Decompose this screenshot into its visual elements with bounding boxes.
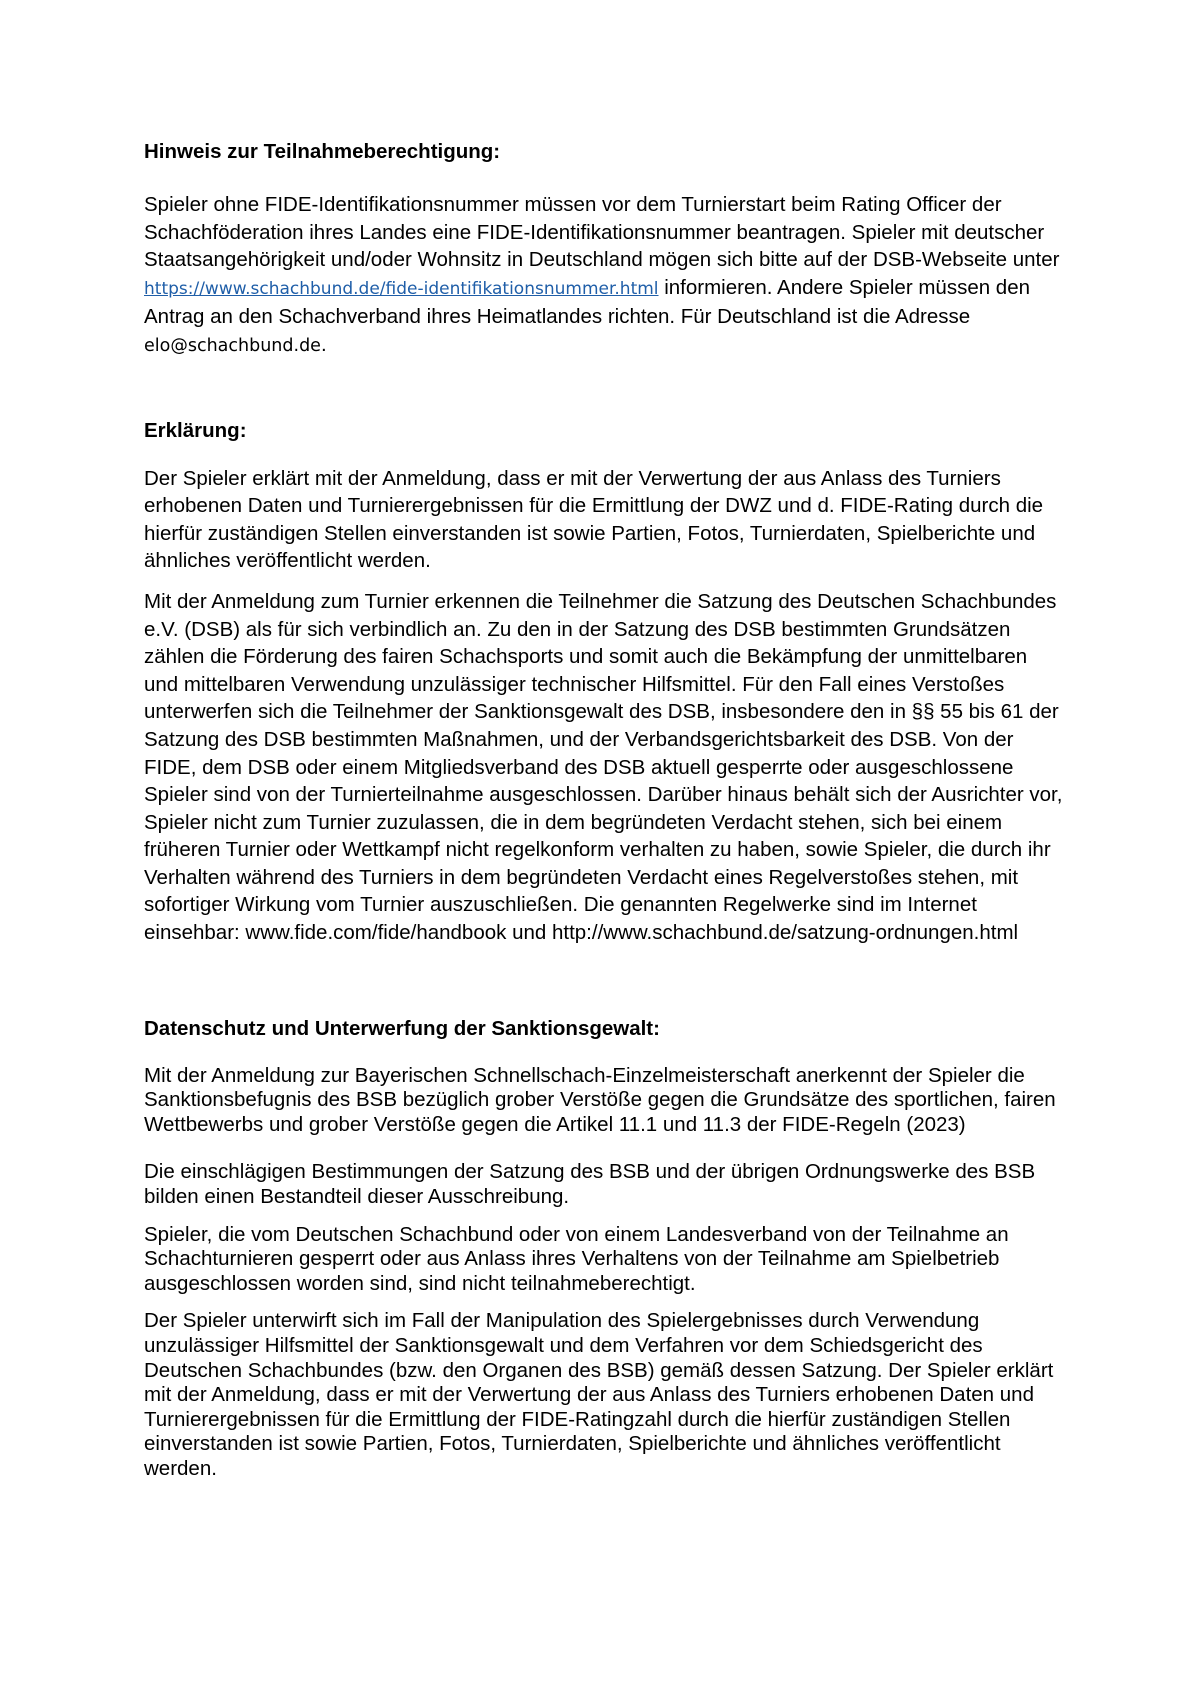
eligibility-paragraph	[144, 191, 1064, 361]
data-protection-paragraph-sanctions: Mit der Anmeldung zur Bayerischen Schnellschach-Einzelmeisterschaft anerkennt der Spieler die Sanktionsbefugnis des BSB bezüglich grober Verstöße gegen die Grundsätze des sportlichen, fairen Wettbewerbs und grober Verstöße gegen die Artikel 11.1 und 11.3 der FIDE-Regeln (2023)	[144, 1063, 1056, 1136]
section-heading-eligibility: Hinweis zur Teilnahmeberechtigung:	[144, 140, 501, 163]
declaration-paragraph-data-use: Der Spieler erklärt mit der Anmeldung, dass er mit der Verwertung der aus Anlass des Turniers erhobenen Daten und Turnierergebnissen für die Ermittlung der DWZ und d. FIDE-Rating durch die hierfür zuständigen Stellen einverstanden ist sowie Partien, Fotos, Turnierdaten, Spielberichte und ähnliches veröffentlicht werden.	[144, 466, 1044, 573]
data-protection-paragraph-suspended-players: Spieler, die vom Deutschen Schachbund oder von einem Landesverband von der Teilnahme an Schachturnieren gesperrt oder aus Anlass ihres Verhaltens von der Teilnahme am Spielbetrieb ausgeschlossen worden sind, sind nicht teilnahmeberechtigt.	[144, 1222, 1009, 1295]
eligibility-text-after-link: informieren. Andere Spieler müssen den Antrag an den Schachverband ihres Heimatlandes richten. Für Deutschland ist die Adresse	[144, 275, 1031, 329]
section-heading-data-protection: Datenschutz und Unterwerfung der Sanktionsgewalt:	[144, 1016, 660, 1040]
fide-id-link[interactable]: https://www.schachbund.de/fide-identifikationsnummer.html	[144, 278, 659, 299]
declaration-paragraph-statutes: Mit der Anmeldung zum Turnier erkennen die Teilnehmer die Satzung des Deutschen Schachbundes e.V. (DSB) als für sich verbindlich an. Zu den in der Satzung des DSB bestimmten Grundsätzen zählen die Förderung des fairen Schachsports und somit auch die Bekämpfung der unmittelbaren und mittelbaren Verwendung unzulässiger technischer Hilfsmittel. Für den Fall eines Verstoßes unterwerfen sich die Teilnehmer der Sanktionsgewalt des DSB, insbesondere den in §§ 55 bis 61 der Satzung des DSB bestimmten Maßnahmen, und der Verbandsgerichtsbarkeit des DSB. Von der FIDE, dem DSB oder einem Mitgliedsverband des DSB aktuell gesperrte oder ausgeschlossene Spieler sind von der Turnierteilnahme ausgeschlossen. Darüber hinaus behält sich der Ausrichter vor, Spieler nicht zum Turnier zuzulassen, die in dem begründeten Verdacht stehen, sich bei einem früheren Turnier oder Wettkampf nicht regelkonform verhalten zu haben, sowie Spieler, die durch ihr Verhalten während des Turniers in dem begründeten Verdacht eines Regelverstoßes stehen, mit sofortiger Wirkung vom Turnier auszuschließen. Die genannten Regelwerke sind im Internet einsehbar: www.fide.com/fide/handbook und http://www.schachbund.de/satzung-ordnungen.html	[144, 589, 1063, 945]
eligibility-text-end: .	[320, 332, 327, 356]
eligibility-text-before-link: Spieler ohne FIDE-Identifikationsnummer müssen vor dem Turnierstart beim Rating Officer der Schachföderation ihres Landes eine FIDE-Identifikationsnummer beantragen. Spieler mit deutscher Staatsangehörigkeit und/oder Wohnsitz in Deutschland mögen sich bitte auf der DSB-Webseite unter	[144, 193, 1060, 272]
section-heading-declaration: Erklärung:	[144, 418, 247, 442]
document-page	[144, 138, 1064, 1482]
data-protection-paragraph-manipulation: Der Spieler unterwirft sich im Fall der Manipulation des Spielergebnisses durch Verwendung unzulässiger Hilfsmittel der Sanktionsgewalt und dem Verfahren vor dem Schiedsgericht des Deutschen Schachbundes (bzw. den Organen des BSB) gemäß dessen Satzung. Der Spieler erklärt mit der Anmeldung, dass er mit der Verwertung der aus Anlass des Turniers erhobenen Daten und Turnierergebnissen für die Ermittlung der FIDE-Ratingzahl durch die hierfür zuständigen Stellen einverstanden ist sowie Partien, Fotos, Turnierdaten, Spielberichte und ähnliches veröffentlicht werden.	[144, 1309, 1054, 1480]
elo-email-address: elo@schachbund.de	[144, 335, 321, 356]
data-protection-paragraph-regulations: Die einschlägigen Bestimmungen der Satzung des BSB und der übrigen Ordnungswerke des BSB bilden einen Bestandteil dieser Ausschreibung.	[144, 1160, 1036, 1209]
